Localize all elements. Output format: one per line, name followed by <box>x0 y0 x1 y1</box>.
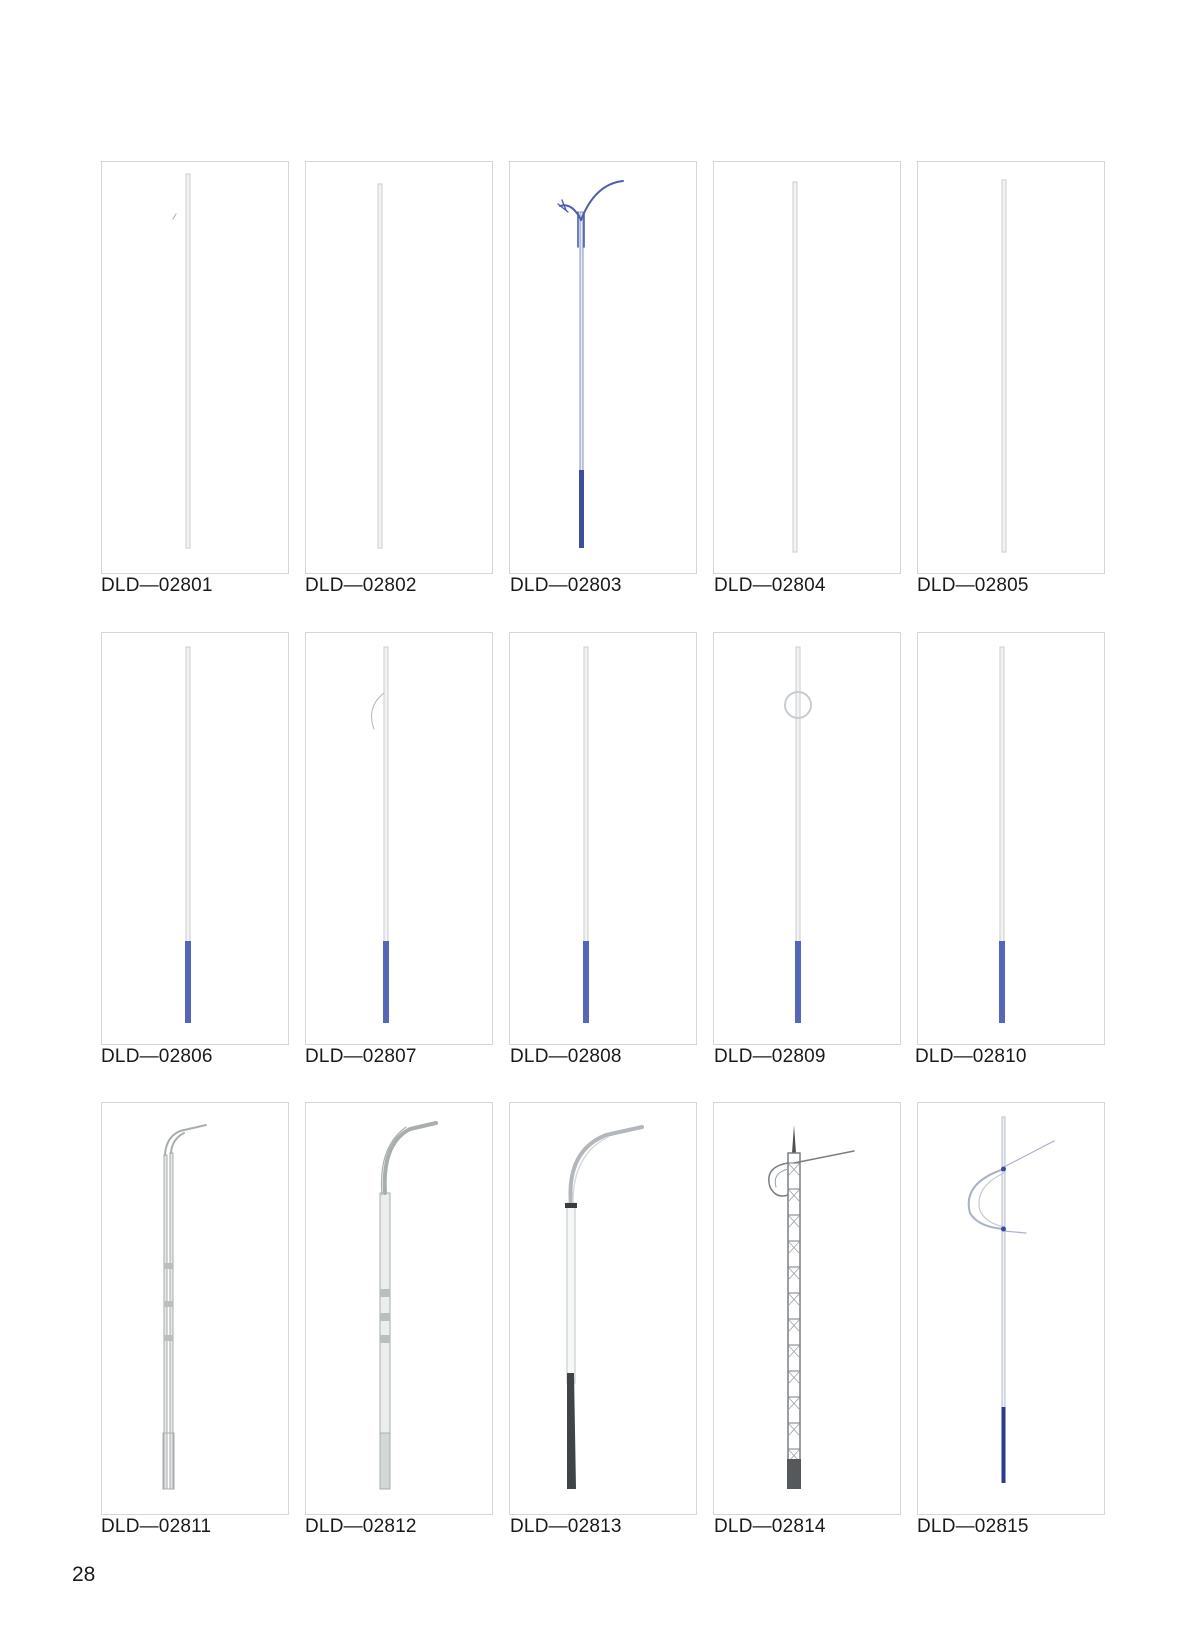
product-card <box>917 632 1105 1045</box>
product-code: DLD—02804 <box>714 575 826 596</box>
lamp-arm <box>775 1169 788 1187</box>
street-light-illustration <box>102 162 288 573</box>
pole-shaft <box>186 174 190 548</box>
street-light-illustration <box>714 633 900 1044</box>
pole-shaft <box>378 184 382 548</box>
product-code: DLD—02813 <box>510 1516 622 1537</box>
tower-bracing <box>788 1319 800 1332</box>
lamp-arm <box>165 1125 206 1155</box>
lamp-arm <box>782 198 840 252</box>
pole-shaft <box>584 647 588 943</box>
tower-bracing <box>788 1371 800 1384</box>
product-card <box>917 161 1105 574</box>
lamp-arm <box>367 673 424 738</box>
tower-bracing <box>788 1163 800 1176</box>
page-number: 28 <box>72 1563 96 1586</box>
product-card <box>509 632 697 1045</box>
product-card <box>305 1102 493 1515</box>
product-card <box>101 1102 289 1515</box>
pole-joint <box>164 1301 173 1307</box>
pole-base <box>185 941 191 1023</box>
pole-base <box>567 1373 576 1489</box>
lamp-arm <box>188 669 250 718</box>
product-code: DLD—02802 <box>305 575 417 596</box>
pole-joint <box>380 1335 390 1343</box>
product-code: DLD—02815 <box>917 1516 1029 1537</box>
street-light-illustration <box>306 162 492 573</box>
pole-shaft <box>580 212 583 472</box>
product-card <box>713 632 901 1045</box>
lamp-arm <box>380 188 440 228</box>
pole-base <box>1002 1407 1006 1483</box>
pole-base <box>787 1459 801 1489</box>
lamp-arm <box>769 1163 788 1196</box>
tower-bracing <box>788 1215 800 1228</box>
street-light-illustration <box>714 1103 900 1514</box>
lamp-arm <box>172 194 242 242</box>
street-light-illustration <box>306 633 492 1044</box>
tower-bracing <box>788 1241 800 1254</box>
lamp-arm <box>979 1173 1004 1227</box>
tower-bracing <box>788 1423 800 1436</box>
product-card <box>101 161 289 574</box>
product-code: DLD—02812 <box>305 1516 417 1537</box>
pole-joint <box>1001 1167 1006 1172</box>
street-light-illustration <box>918 633 1104 1044</box>
product-code: DLD—02807 <box>305 1046 417 1067</box>
street-light-illustration <box>918 1103 1104 1514</box>
pole-base <box>795 941 801 1023</box>
street-light-illustration <box>510 162 696 573</box>
product-card <box>101 632 289 1045</box>
product-card <box>509 161 697 574</box>
lamp-arm <box>794 1151 854 1163</box>
product-card <box>713 1102 901 1515</box>
tower-spire <box>792 1125 796 1153</box>
pole-shaft <box>567 1203 575 1383</box>
street-light-illustration <box>714 162 900 573</box>
product-card <box>305 161 493 574</box>
tower-bracing <box>788 1189 800 1202</box>
product-card <box>713 161 901 574</box>
pole-shaft <box>1000 647 1004 943</box>
product-code: DLD—02806 <box>101 1046 213 1067</box>
lamp-arm <box>372 693 384 729</box>
street-light-illustration <box>510 633 696 1044</box>
product-card <box>509 1102 697 1515</box>
pole-joint <box>164 1335 173 1341</box>
pole-base <box>579 470 584 548</box>
product-code: DLD—02808 <box>510 1046 622 1067</box>
product-code: DLD—02805 <box>917 575 1029 596</box>
product-code: DLD—02801 <box>101 575 213 596</box>
street-light-illustration <box>510 1103 696 1514</box>
pole-base <box>583 941 589 1023</box>
street-light-illustration <box>918 162 1104 573</box>
lamp-arm <box>1002 657 1062 715</box>
pole-shaft <box>1002 180 1006 552</box>
pole-shaft <box>170 1153 173 1489</box>
street-light-illustration <box>102 1103 288 1514</box>
tower-bracing <box>788 1345 800 1358</box>
lamp-arm <box>980 192 1050 229</box>
tower-bracing <box>788 1267 800 1280</box>
product-code: DLD—02803 <box>510 575 622 596</box>
lamp-arm <box>969 1169 1004 1229</box>
pole-base <box>383 941 389 1023</box>
pole-shaft <box>1002 1117 1005 1409</box>
tower-bracing <box>788 1397 800 1410</box>
lamp-arm <box>568 667 642 723</box>
product-card <box>917 1102 1105 1515</box>
pole-shaft <box>186 647 190 943</box>
pole-joint <box>380 1313 390 1321</box>
pole-collar <box>565 1203 577 1208</box>
lamp-arm <box>581 181 623 220</box>
pole-shaft <box>793 182 797 552</box>
product-card <box>305 632 493 1045</box>
pole-joint <box>380 1289 390 1297</box>
lamp-arm <box>1004 1141 1054 1233</box>
product-code: DLD—02810 <box>915 1046 1027 1067</box>
product-code: DLD—02814 <box>714 1516 826 1537</box>
pole-shaft <box>164 1155 167 1489</box>
lamp-arm <box>385 1123 436 1193</box>
street-light-illustration <box>102 633 288 1044</box>
pole-joint <box>164 1263 173 1269</box>
pole-base <box>999 941 1005 1023</box>
street-light-illustration <box>306 1103 492 1514</box>
lamp-arm <box>802 661 858 691</box>
pole-base <box>380 1433 390 1489</box>
product-code: DLD—02811 <box>101 1516 212 1537</box>
product-code: DLD—02809 <box>714 1046 826 1067</box>
pole-shaft <box>384 647 388 943</box>
lamp-arm <box>573 1137 608 1205</box>
pole-joint <box>1001 1227 1006 1232</box>
lamp-head <box>173 214 176 219</box>
tower-bracing <box>788 1293 800 1306</box>
